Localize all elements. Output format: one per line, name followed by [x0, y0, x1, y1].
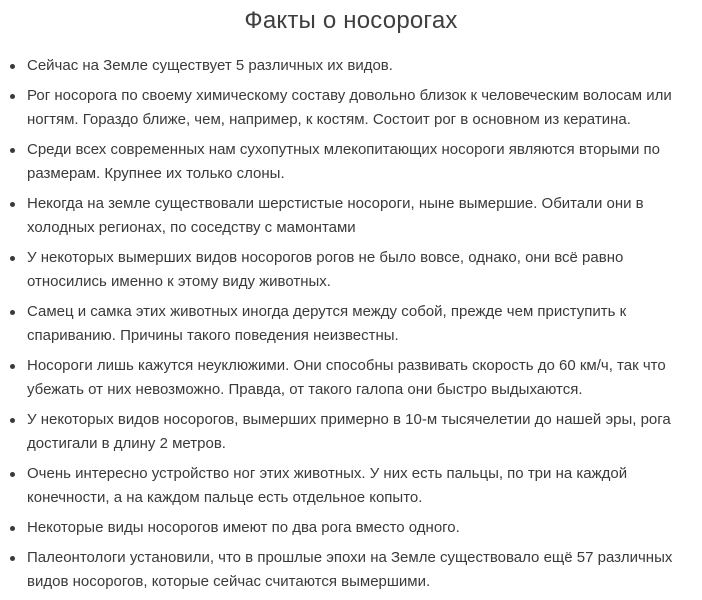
bullet-icon [10, 364, 15, 369]
fact-text: Некоторые виды носорогов имеют по два рога вместо одного. [27, 519, 460, 536]
bullet-icon [10, 148, 15, 153]
list-item [0, 138, 690, 186]
fact-text: Очень интересно устройство ног этих животных. У них есть пальцы, по три на каждой конечности, а на каждом пальце есть отдельное копыто. [27, 465, 628, 506]
list-item [0, 192, 690, 240]
bullet-icon [10, 556, 15, 561]
bullet-icon [10, 526, 15, 531]
fact-text: Сейчас на Земле существует 5 различных их видов. [27, 57, 393, 74]
list-item [0, 54, 690, 78]
bullet-icon [10, 418, 15, 423]
list-item [0, 84, 690, 132]
fact-text: У некоторых видов носорогов, вымерших примерно в 10-м тысячелетии до нашей эры, рога достигали в длину 2 метров. [27, 411, 671, 452]
list-item [0, 354, 690, 402]
fact-text: Носороги лишь кажутся неуклюжими. Они способны развивать скорость до 60 км/ч, так что убежать от них невозможно. Правда, от такого галопа они быстро выдыхаются. [27, 357, 666, 398]
list-item [0, 300, 690, 348]
fact-text: Палеонтологи установили, что в прошлые эпохи на Земле существовало ещё 57 различных видов носорогов, которые сейчас считаются вымершими. [27, 549, 673, 590]
fact-text: Рог носорога по своему химическому составу довольно близок к человеческим волосам или ногтям. Гораздо ближе, чем, например, к костям. Состоит рог в основном из кератина. [27, 87, 672, 128]
bullet-icon [10, 94, 15, 99]
fact-text: Некогда на земле существовали шерстистые носороги, ныне вымершие. Обитали они в холодных регионах, по соседству с мамонтами [27, 195, 644, 236]
list-item [0, 408, 690, 456]
bullet-icon [10, 310, 15, 315]
facts-list [0, 54, 690, 600]
list-item [0, 516, 690, 540]
bullet-icon [10, 256, 15, 261]
list-item [0, 462, 690, 510]
fact-text: У некоторых вымерших видов носорогов рогов не было вовсе, однако, они всё равно относились именно к этому виду животных. [27, 249, 624, 290]
fact-text: Среди всех современных нам сухопутных млекопитающих носороги являются вторыми по размерам. Крупнее их только слоны. [27, 141, 660, 182]
bullet-icon [10, 472, 15, 477]
bullet-icon [10, 202, 15, 207]
fact-text: Самец и самка этих животных иногда дерутся между собой, прежде чем приступить к спариванию. Причины такого поведения неизвестны. [27, 303, 627, 344]
page-title: Факты о носорогах [244, 7, 458, 34]
list-item [0, 246, 690, 294]
bullet-icon [10, 64, 15, 69]
list-item [0, 546, 690, 594]
